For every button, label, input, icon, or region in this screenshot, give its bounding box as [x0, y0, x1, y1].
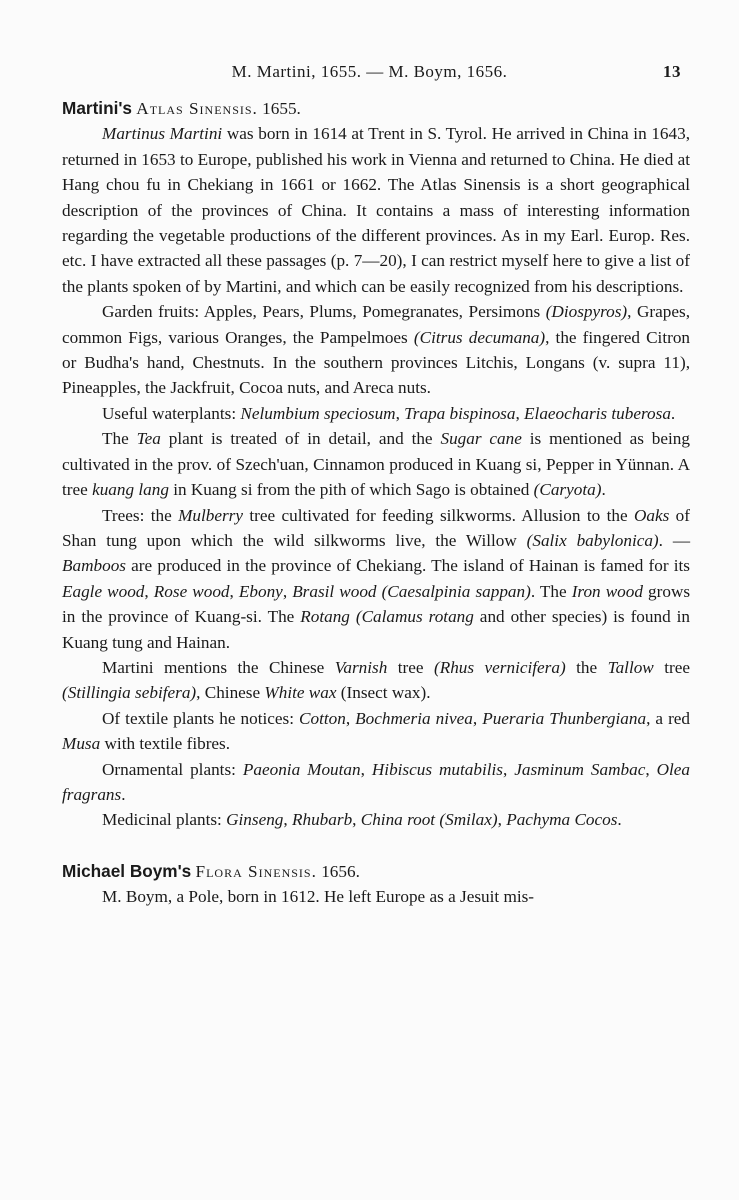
text-run: was born in 1614 at Trent in S. Tyrol. He arrived in China in 1643, returned in 1653 to Europe, published his work in Vienna and returned to China. He died at Hang chou fu in Chekiang in 1661 or 1662. The Atlas Sinensis is a short geographical description of the provinces of China. It contains a mass of interesting information regarding the vegetable productions of the different provinces. As in my Earl. Europ. Res. etc. I have extracted all these passages (p. 7—20), I can restrict myself here to give a list of the plants spoken of by Martini, and which can be easily recognized from his descriptions. [62, 124, 690, 296]
text-run: Ornamental plants: [102, 759, 243, 779]
paragraph [62, 807, 690, 832]
text-run: of Shan tung upon which the wild silkworms live, the Willow [62, 505, 690, 550]
text-run: is mentioned as being cultivated in the prov. of Szech'uan, Cinnamon produced in Kuang si, Pepper in Yünnan. A tree [62, 429, 690, 500]
running-head [0, 62, 739, 86]
text-run: , the fingered Citron or Budha's hand, Chestnuts. In the southern provinces Litchis, Longans (v. supra 11), Pineapples, the Jackfruit, Cocoa nuts, and Areca nuts. [62, 327, 691, 398]
italic-run: Ebony [238, 581, 283, 601]
paragraph [62, 426, 690, 502]
text-run: Useful waterplants: [102, 403, 241, 423]
italic-run: Olea fragrans [62, 759, 691, 804]
text-run: . The [530, 581, 572, 601]
paragraph [62, 884, 690, 909]
text-run: , [645, 759, 657, 779]
running-head-title: M. Martini, 1655. — M. Boym, 1656. [231, 62, 508, 81]
text-run: , [282, 581, 293, 601]
italic-run: (Rhus vernicifera) [433, 657, 566, 677]
text-run: , [360, 759, 372, 779]
italic-run: Brasil wood (Caesalpinia sappan) [292, 581, 531, 601]
text-run: , [144, 581, 154, 601]
paragraph [62, 757, 690, 808]
heading-work-title: Flora Sinensis. [195, 861, 317, 881]
italic-run: Elaeocharis tuberosa [524, 403, 671, 423]
italic-run: Tallow [607, 657, 654, 677]
text-run: grows in the province of Kuang-si. The [62, 581, 691, 627]
text-run: . [601, 480, 606, 500]
italic-run: Rotang (Calamus rotang [300, 607, 474, 627]
paragraph [62, 299, 690, 401]
text-run: Medicinal plants: [102, 810, 227, 830]
italic-run: Mulberry [178, 505, 243, 525]
heading-year: 1655. [262, 99, 301, 118]
italic-run: Cotton [299, 708, 346, 728]
section-paragraphs [62, 121, 690, 832]
text-run: and other species) is found in Kuang tung and Hainan. [62, 607, 690, 652]
text-run: . [121, 784, 126, 804]
text-run: , [345, 708, 356, 728]
text-run: tree [653, 657, 690, 677]
page-body [62, 96, 690, 910]
italic-run: Bamboos [62, 556, 126, 576]
text-run: . — [658, 530, 691, 550]
italic-run: Bochmeria nivea [355, 708, 473, 728]
text-run: , [352, 810, 361, 830]
text-run: (Insect wax). [336, 683, 431, 703]
section-heading [62, 96, 690, 121]
text-run: , [497, 810, 507, 830]
text-run: Trees: the [102, 505, 179, 525]
italic-run: White wax [264, 683, 337, 703]
italic-run: (Stillingia sebifera) [62, 683, 197, 703]
section-martini [62, 96, 690, 833]
italic-run: Pueraria Thunbergiana [482, 708, 647, 728]
italic-run: Varnish [334, 657, 388, 677]
heading-author: Michael Boym's [62, 860, 192, 881]
paragraph [62, 655, 690, 706]
page-number: 13 [663, 62, 681, 81]
text-run: , Grapes, common Figs, various Oranges, the Pampelmoes [62, 302, 690, 347]
italic-run: Martinus Martini [102, 124, 223, 144]
heading-year: 1656. [321, 861, 360, 881]
paragraph [62, 503, 690, 655]
paragraph [62, 121, 690, 299]
text-run: , [229, 581, 239, 601]
text-run: , [283, 810, 292, 830]
text-run: in Kuang si from the pith of which Sago is obtained [168, 480, 534, 500]
italic-run: Sugar cane [440, 429, 522, 449]
text-run: plant is treated of in detail, and the [160, 429, 441, 449]
paragraph [62, 401, 690, 426]
text-run: Of textile plants he notices: [102, 708, 300, 728]
text-run: Garden fruits: Apples, Pears, Plums, Pomegranates, Persimons [102, 302, 546, 322]
text-run: , [395, 403, 405, 423]
italic-run: Iron wood [571, 581, 643, 601]
text-run: . [670, 403, 676, 423]
text-run: , [472, 708, 483, 728]
section-paragraphs [62, 884, 690, 909]
italic-run: Musa [62, 734, 101, 754]
text-run: , a red [646, 708, 691, 728]
text-run: tree cultivated for feeding silkworms. Allusion to the [243, 505, 634, 525]
italic-run: Paeonia Moutan [242, 759, 361, 779]
italic-run: (Salix babylonica) [526, 530, 659, 550]
text-run: tree [387, 657, 434, 677]
italic-run: Pachyma Cocos [506, 810, 618, 830]
italic-run: Ginseng [226, 810, 284, 830]
text-run: Martini mentions the Chinese [102, 657, 335, 677]
text-run: The [102, 429, 137, 449]
italic-run: China root (Smilax) [360, 810, 498, 830]
italic-run: Eagle wood [62, 581, 145, 601]
italic-run: Tea [136, 429, 161, 449]
text-run: . [617, 810, 622, 830]
text-run: are produced in the province of Chekiang. The island of Hainan is famed for its [125, 556, 690, 576]
italic-run: (Diospyros) [545, 302, 628, 322]
italic-run: Nelumbium speciosum [240, 403, 396, 423]
italic-run: (Caryota) [533, 480, 602, 500]
text-run: , Chinese [196, 683, 265, 703]
italic-run: Jasminum Sambac [514, 759, 646, 779]
italic-run: (Citrus decumana) [413, 327, 546, 347]
heading-author: Martini's [62, 98, 132, 118]
italic-run: Rhubarb [292, 810, 353, 830]
text-run: the [565, 657, 608, 677]
italic-run: kuang lang [92, 480, 169, 500]
text-run: with textile fibres. [100, 734, 231, 754]
heading-work-title: Atlas Sinensis. [136, 99, 258, 118]
text-run: M. Boym, a Pole, born in 1612. He left Europe as a Jesuit mis- [102, 887, 535, 907]
italic-run: Rose wood [153, 581, 230, 601]
italic-run: Trapa bispinosa [404, 403, 516, 423]
text-run: , [515, 403, 525, 423]
italic-run: Oaks [633, 505, 670, 525]
section-boym [62, 859, 690, 910]
text-run: , [502, 759, 515, 779]
paragraph [62, 706, 690, 757]
italic-run: Hibiscus mutabilis [371, 759, 503, 779]
section-heading [62, 859, 690, 884]
